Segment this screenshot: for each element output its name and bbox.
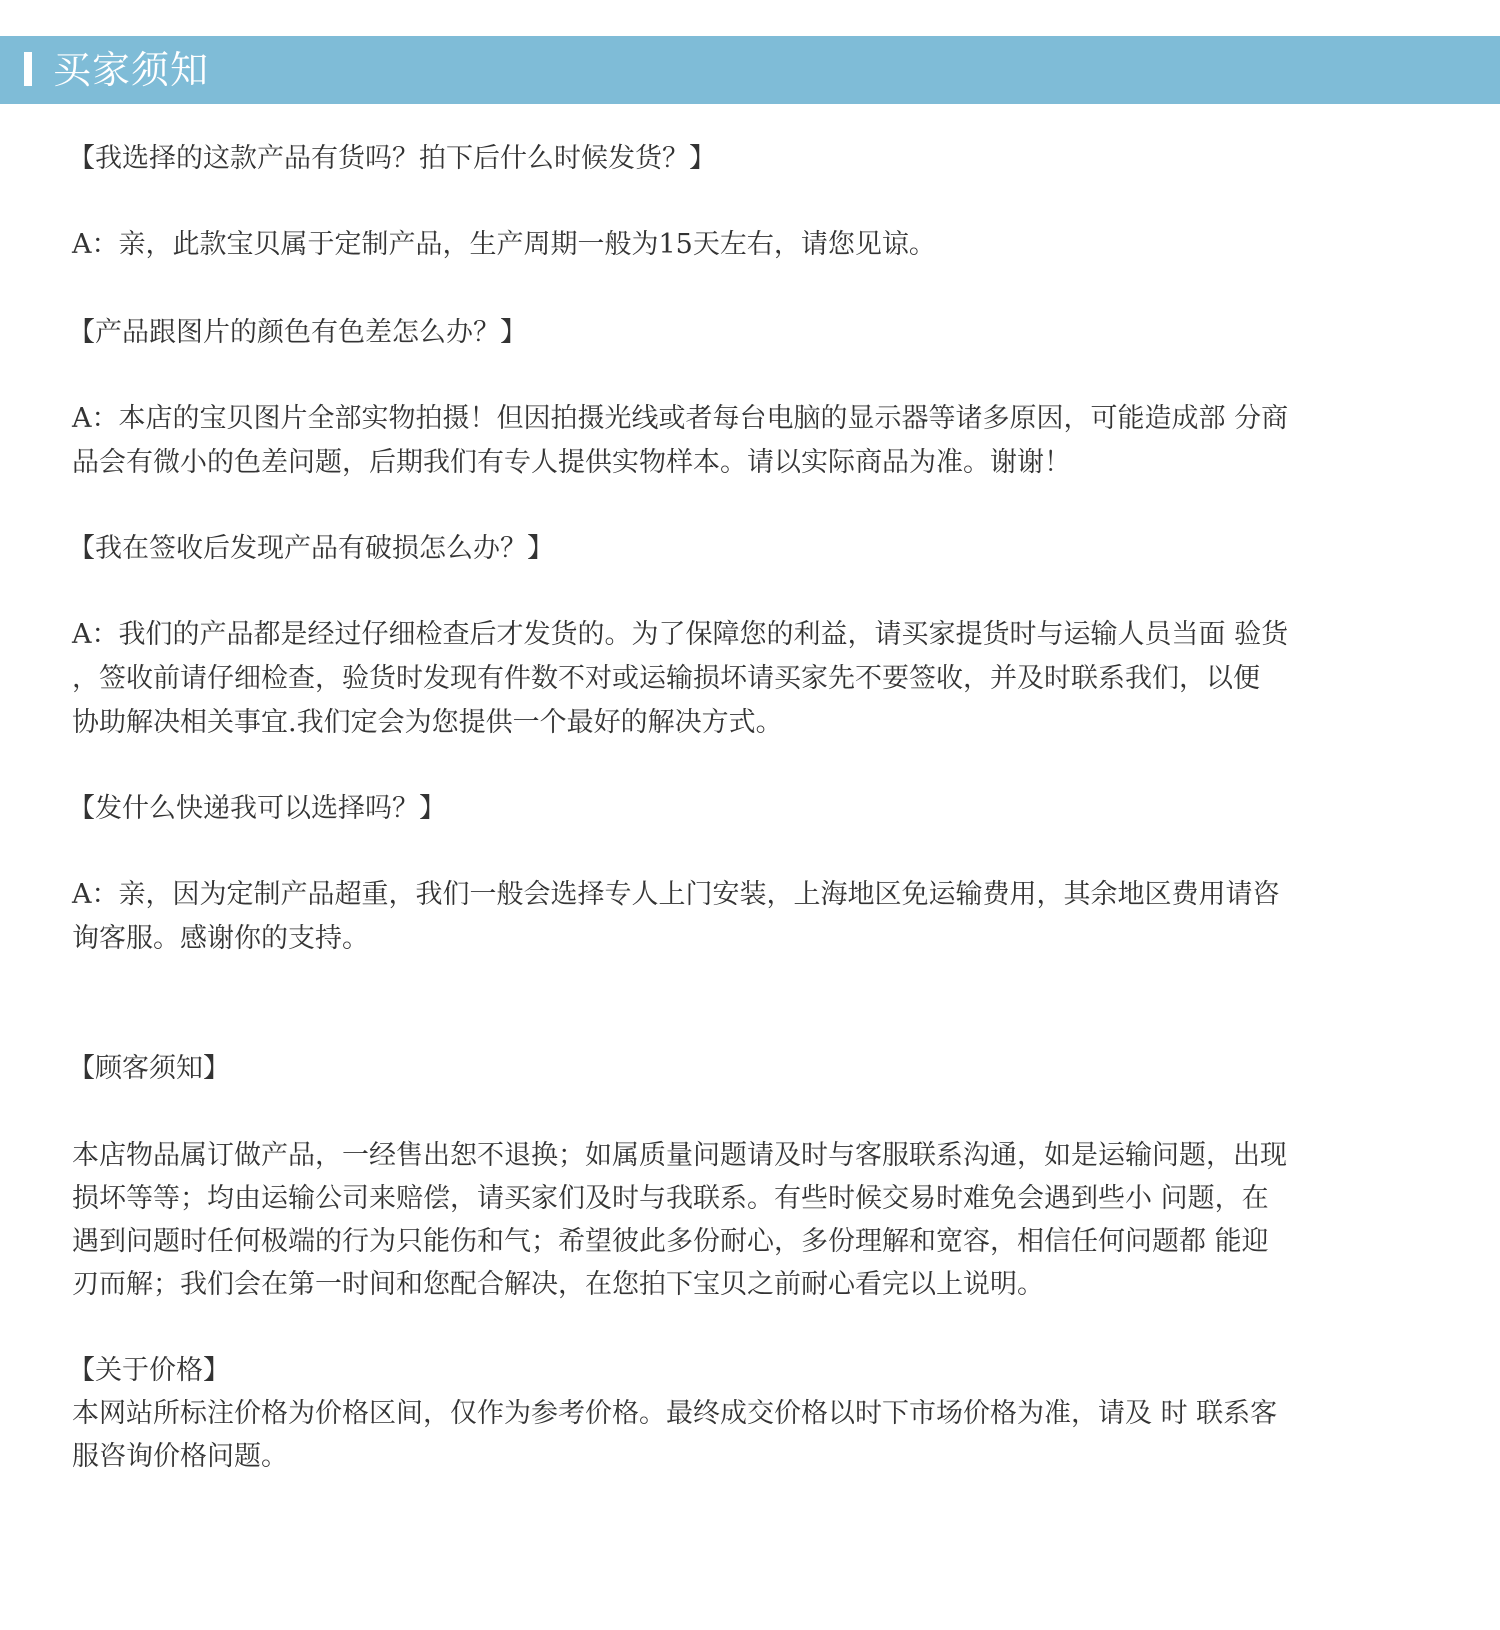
faq-answer-4-line-1: A：亲，因为定制产品超重，我们一般会选择专人上门安装，上海地区免运输费用，其余地区费用请咨 bbox=[72, 879, 1280, 910]
customer-notice-line-2: 损坏等等；均由运输公司来赔偿，请买家们及时与我联系。有些时候交易时难免会遇到些小 问题，在 bbox=[72, 1183, 1269, 1214]
faq-answer-4-line-2: 询客服。感谢你的支持。 bbox=[72, 923, 369, 954]
faq-answer-3-line-1: A：我们的产品都是经过仔细检查后才发货的。为了保障您的利益，请买家提货时与运输人员当面 验货 bbox=[72, 619, 1289, 650]
faq-answer-3-line-2: ，签收前请仔细检查，验货时发现有件数不对或运输损坏请买家先不要签收，并及时联系我们，以便 bbox=[72, 663, 1260, 694]
price-notice-line-2: 服咨询价格问题。 bbox=[72, 1441, 288, 1472]
faq-answer-2-line-2: 品会有微小的色差问题，后期我们有专人提供实物样本。请以实际商品为准。谢谢！ bbox=[72, 447, 1071, 478]
faq-question-4: 【发什么快递我可以选择吗？】 bbox=[68, 793, 446, 824]
faq-answer-2-line-1: A：本店的宝贝图片全部实物拍摄！但因拍摄光线或者每台电脑的显示器等诸多原因，可能造成部 分商 bbox=[72, 403, 1289, 434]
customer-notice-heading: 【顾客须知】 bbox=[68, 1053, 230, 1084]
customer-notice-line-4: 刃而解；我们会在第一时间和您配合解决，在您拍下宝贝之前耐心看完以上说明。 bbox=[72, 1269, 1044, 1300]
price-notice-line-1: 本网站所标注价格为价格区间，仅作为参考价格。最终成交价格以时下市场价格为准，请及 时 联系客 bbox=[72, 1398, 1278, 1429]
price-notice-heading: 【关于价格】 bbox=[68, 1355, 230, 1386]
faq-answer-1-line-1: A：亲，此款宝贝属于定制产品，生产周期一般为15天左右，请您见谅。 bbox=[72, 229, 936, 260]
faq-answer-3-line-3: 协助解决相关事宜.我们定会为您提供一个最好的解决方式。 bbox=[72, 707, 783, 738]
faq-question-1: 【我选择的这款产品有货吗？拍下后什么时候发货？】 bbox=[68, 143, 716, 174]
section-title: 买家须知 bbox=[53, 48, 210, 92]
faq-question-2: 【产品跟图片的颜色有色差怎么办？】 bbox=[68, 317, 527, 348]
section-header-bar bbox=[0, 36, 1500, 104]
faq-question-3: 【我在签收后发现产品有破损怎么办？】 bbox=[68, 533, 554, 564]
customer-notice-line-1: 本店物品属订做产品，一经售出恕不退换；如属质量问题请及时与客服联系沟通，如是运输问题，出现 bbox=[72, 1140, 1287, 1171]
customer-notice-line-3: 遇到问题时任何极端的行为只能伤和气；希望彼此多份耐心，多份理解和宽容，相信任何问题都 能迎 bbox=[72, 1226, 1269, 1257]
header-accent-marker bbox=[24, 52, 32, 86]
